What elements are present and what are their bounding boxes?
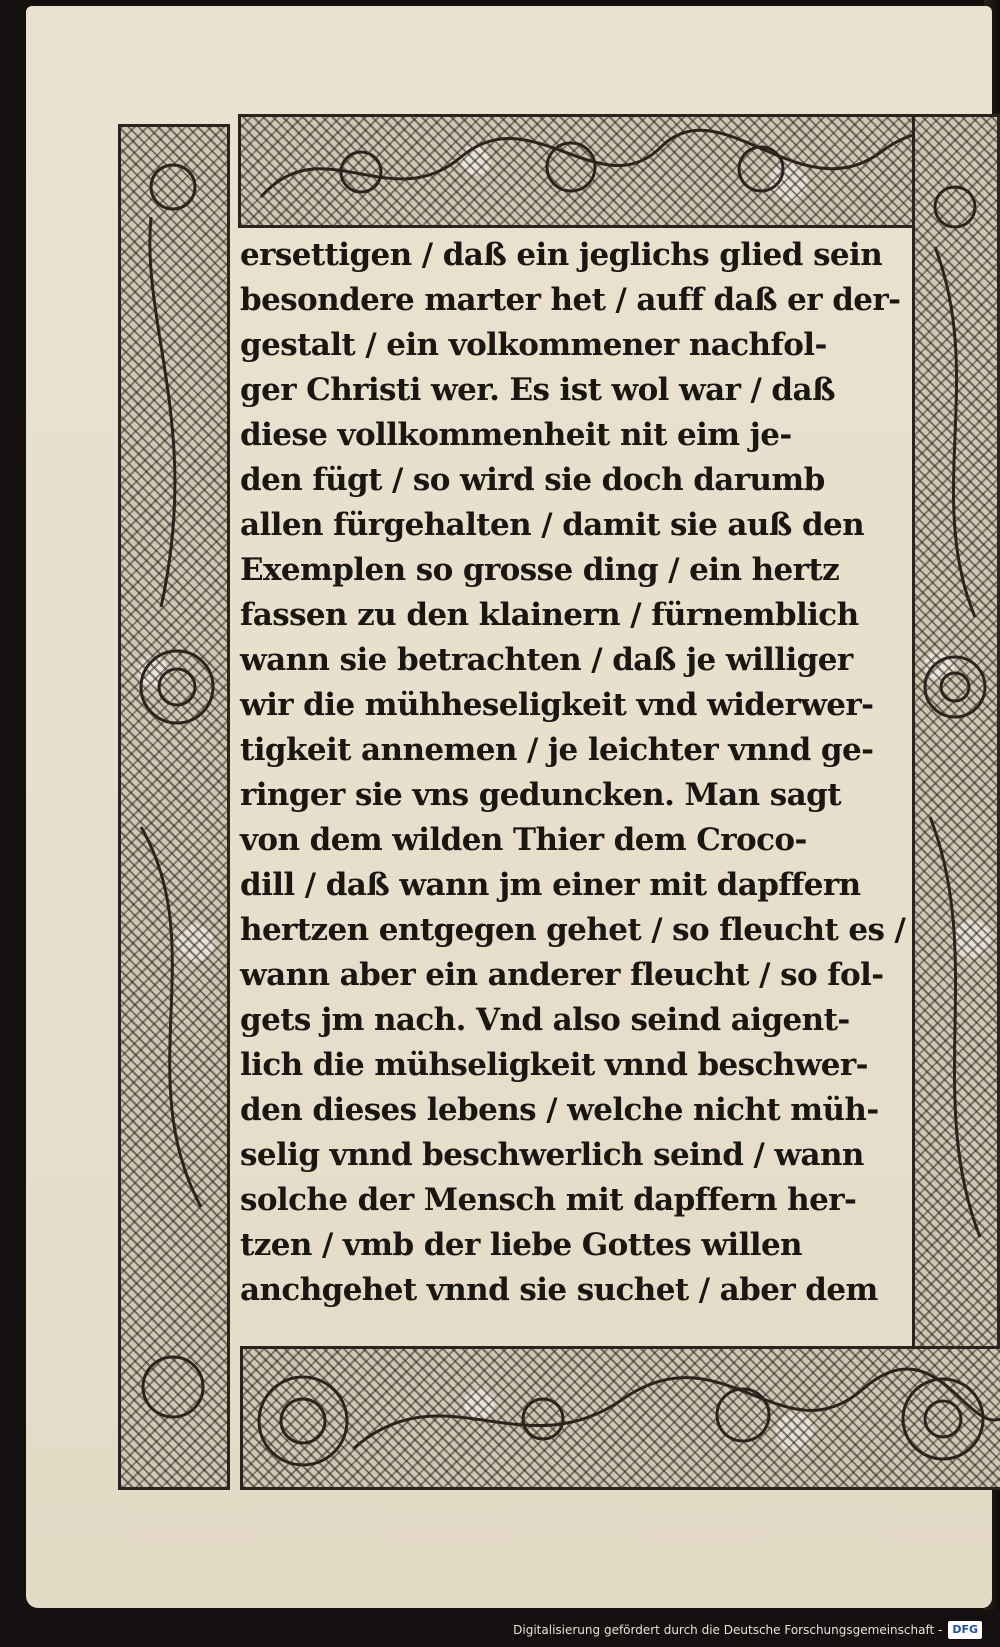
woodcut-border-right bbox=[912, 114, 1000, 1490]
page-text-block bbox=[240, 234, 912, 1314]
text-line: den dieses lebens / welche nicht müh- bbox=[240, 1092, 879, 1128]
text-line: wann sie betrachten / daß je williger bbox=[240, 642, 853, 678]
text-line: ringer sie vns geduncken. Man sagt bbox=[240, 777, 841, 813]
text-line: tzen / vmb der liebe Gottes willen bbox=[240, 1227, 803, 1263]
text-line: anchgehet vnnd sie suchet / aber dem bbox=[240, 1272, 878, 1308]
text-line: von dem wilden Thier dem Croco- bbox=[240, 822, 807, 858]
text-line: Exemplen so grosse ding / ein hertz bbox=[240, 552, 840, 588]
text-line: ersettigen / daß ein jeglichs glied sein bbox=[240, 237, 883, 273]
text-line: diese vollkommenheit nit eim je- bbox=[240, 417, 792, 453]
woodcut-border-bottom bbox=[240, 1346, 1000, 1490]
dfg-logo: DFG bbox=[948, 1621, 982, 1639]
text-line: wann aber ein anderer fleucht / so fol- bbox=[240, 957, 884, 993]
text-line: selig vnnd beschwerlich seind / wann bbox=[240, 1137, 864, 1173]
text-line: fassen zu den klainern / fürnemblich bbox=[240, 597, 859, 633]
credit-text: Digitalisierung gefördert durch die Deutsche Forschungsgemeinschaft - bbox=[513, 1623, 943, 1637]
text-line: allen fürgehalten / damit sie auß den bbox=[240, 507, 865, 543]
text-line: tigkeit annemen / je leichter vnnd ge- bbox=[240, 732, 874, 768]
text-line: solche der Mensch mit dapffern her- bbox=[240, 1182, 857, 1218]
text-line: besondere marter het / auff daß er der- bbox=[240, 282, 901, 318]
text-line: wir die mühheseligkeit vnd widerwer- bbox=[240, 687, 874, 723]
text-line: dill / daß wann jm einer mit dapffern bbox=[240, 867, 861, 903]
text-line: hertzen entgegen gehet / so fleucht es / bbox=[240, 912, 906, 948]
text-line: gestalt / ein volkommener nachfol- bbox=[240, 327, 827, 363]
digitization-credit bbox=[513, 1619, 982, 1641]
text-line: den fügt / so wird sie doch darumb bbox=[240, 462, 825, 498]
woodcut-border-top bbox=[238, 114, 1000, 228]
text-line: ger Christi wer. Es ist wol war / daß bbox=[240, 372, 835, 408]
text-line: gets jm nach. Vnd also seind aigent- bbox=[240, 1002, 850, 1038]
woodcut-border-left bbox=[118, 124, 230, 1490]
text-line: lich die mühseligkeit vnnd beschwer- bbox=[240, 1047, 868, 1083]
